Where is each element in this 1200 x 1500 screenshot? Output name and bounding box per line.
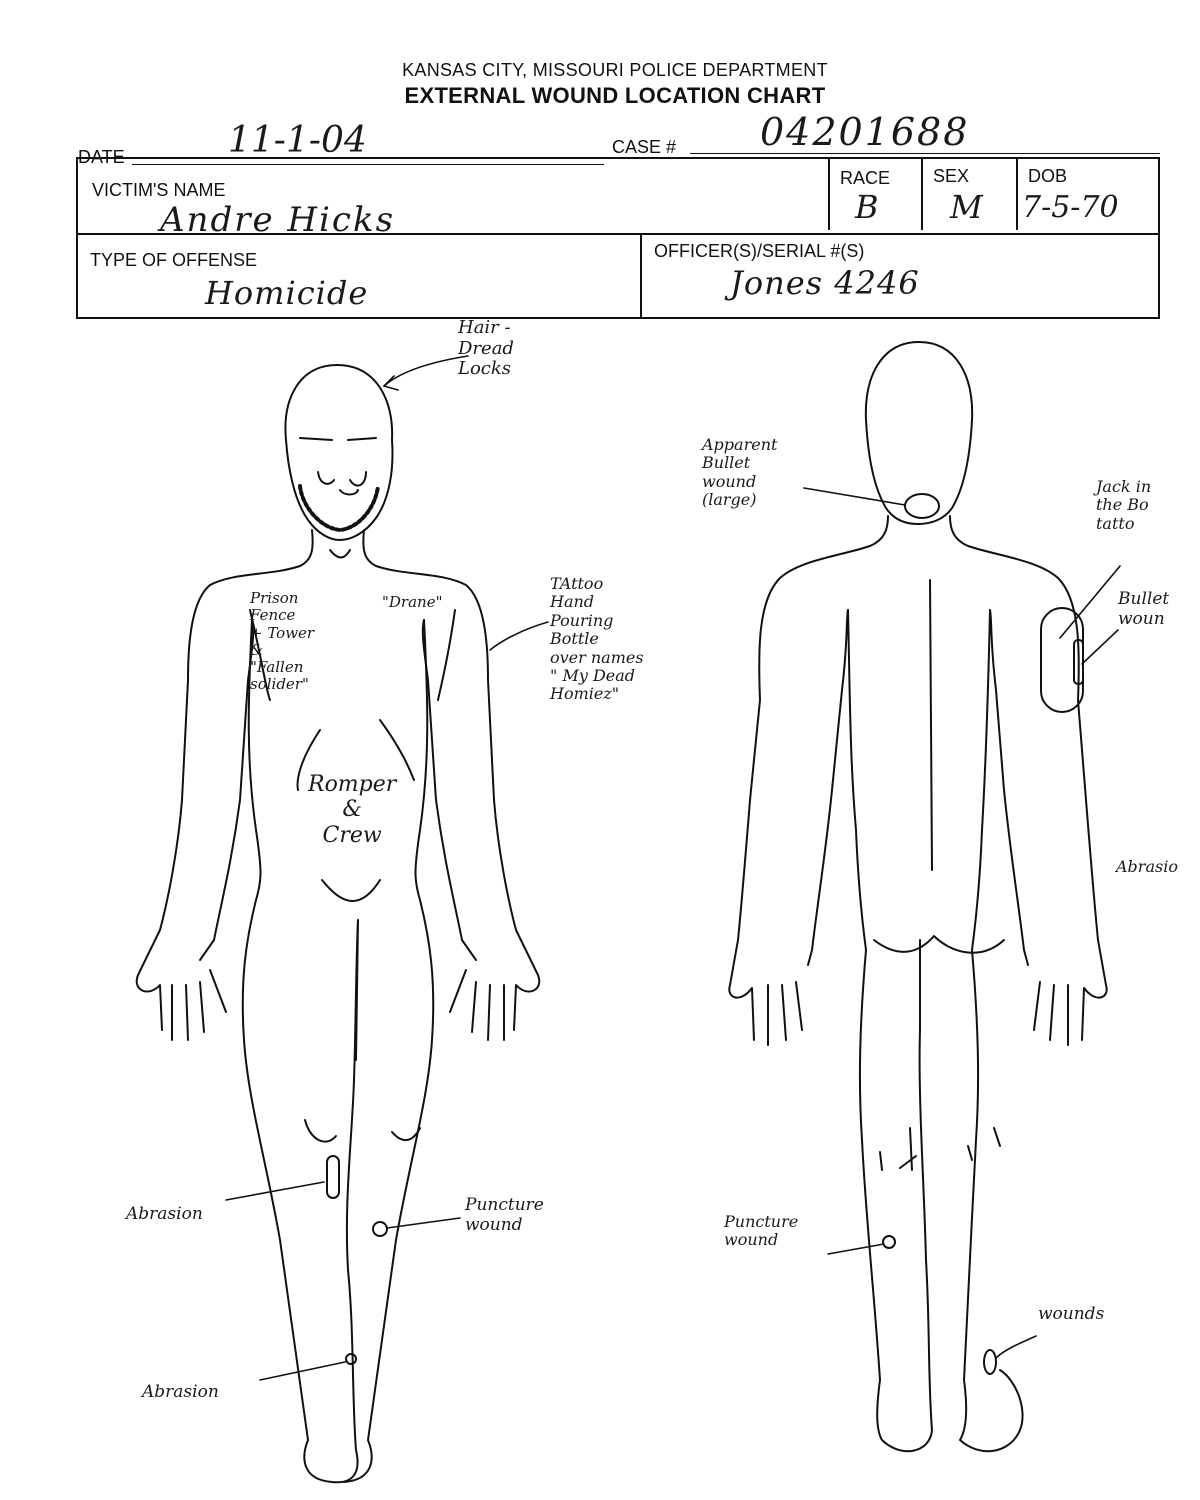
- offense-label: TYPE OF OFFENSE: [90, 250, 258, 270]
- victim-name-label: VICTIM'S NAME: [92, 180, 226, 200]
- sex-value[interactable]: M: [950, 188, 983, 226]
- officer-value[interactable]: Jones 4246: [730, 264, 920, 302]
- annotation-hair: Hair - Dread Locks: [458, 317, 514, 380]
- victim-name-value[interactable]: Andre Hicks: [160, 200, 396, 240]
- annotation-wounds-heel: wounds: [1038, 1304, 1105, 1324]
- chart-title: EXTERNAL WOUND LOCATION CHART: [404, 83, 826, 108]
- annotation-chest-tattoo-left: Prison Fence + Tower & "Fallen solider": [250, 589, 315, 694]
- dob-value[interactable]: 7-5-70: [1022, 190, 1119, 225]
- date-label: DATE: [78, 147, 125, 167]
- annotation-stomach-tattoo: Romper & Crew: [308, 772, 397, 848]
- front-body-outline: [137, 365, 540, 1482]
- case-label: CASE #: [612, 137, 677, 157]
- case-value[interactable]: 04201688: [760, 110, 970, 154]
- back-body-outline: [729, 342, 1106, 1451]
- annotation-abrasion-knee: Abrasion: [126, 1204, 203, 1224]
- annotation-abrasion-arm: Abrasio: [1116, 857, 1178, 876]
- date-value[interactable]: 11-1-04: [228, 120, 367, 161]
- sex-label: SEX: [933, 166, 970, 186]
- offense-value[interactable]: Homicide: [205, 274, 369, 312]
- annotation-tattoo: TAttoo Hand Pouring Bottle over names " My Dead Homiez": [550, 574, 644, 704]
- officer-label: OFFICER(S)/SERIAL #(S): [654, 241, 865, 261]
- annotation-bullet-wound: Bullet woun: [1118, 589, 1170, 629]
- race-label: RACE: [840, 168, 891, 188]
- annotation-puncture-front: Puncture wound: [465, 1195, 544, 1235]
- agency-name: KANSAS CITY, MISSOURI POLICE DEPARTMENT: [402, 60, 828, 80]
- leader-lines: [226, 356, 1120, 1380]
- annotation-abrasion-ankle: Abrasion: [142, 1382, 219, 1402]
- annotation-chest-tattoo-right: "Drane": [382, 593, 443, 611]
- annotation-puncture-back: Puncture wound: [724, 1212, 799, 1250]
- race-value[interactable]: B: [855, 188, 879, 226]
- dob-label: DOB: [1028, 166, 1068, 186]
- annotation-jack-tattoo: Jack in the Bo tatto: [1096, 477, 1152, 533]
- annotation-apparent-bullet-wound: Apparent Bullet wound (large): [702, 435, 778, 510]
